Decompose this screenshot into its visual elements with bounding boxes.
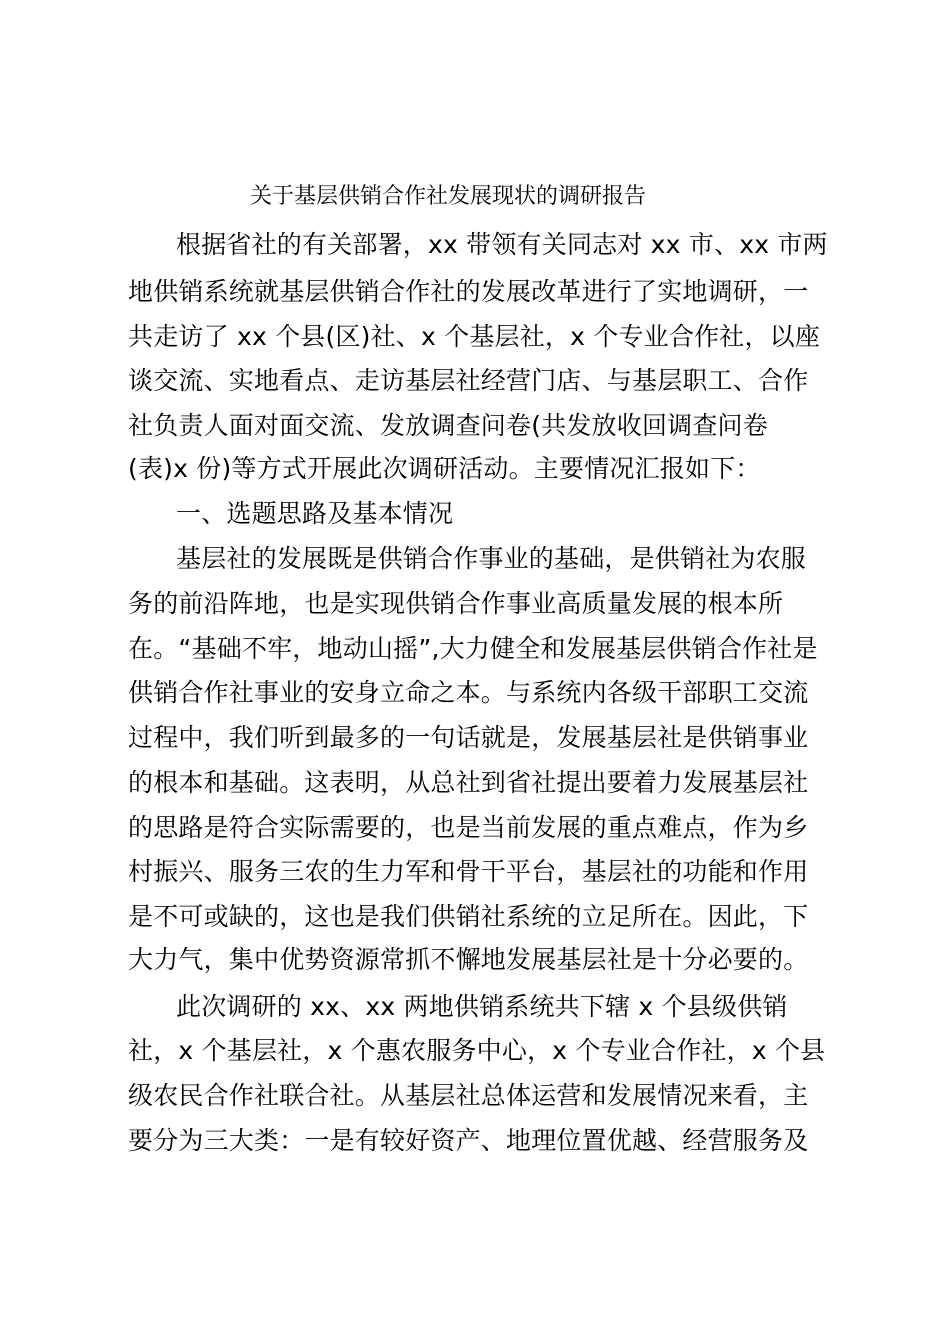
paragraph-line: 此次调研的 xx、xx 两地供销系统共下辖 x 个县级供销 (176, 992, 788, 1021)
paragraph-line: 的思路是符合实际需要的，也是当前发展的重点难点，作为乡 (128, 813, 809, 842)
paragraph-line: 过程中，我们听到最多的一句话就是，发展基层社是供销事业 (128, 723, 809, 752)
paragraph-line: 谈交流、实地看点、走访基层社经营门店、与基层职工、合作 (128, 366, 809, 395)
paragraph-line: 根据省社的有关部署，xx 带领有关同志对 xx 市、xx 市两 (176, 230, 828, 259)
document-title: 关于基层供销合作社发展现状的调研报告 (250, 184, 647, 209)
paragraph-line: 村振兴、服务三农的生力军和骨干平台，基层社的功能和作用 (128, 857, 809, 886)
section-heading: 一、选题思路及基本情况 (176, 499, 454, 528)
paragraph-line: 级农民合作社联合社。从基层社总体运营和发展情况来看，主 (128, 1081, 809, 1110)
paragraph-line: 供销合作社事业的安身立命之本。与系统内各级干部职工交流 (128, 678, 809, 707)
paragraph-line: 在。“基础不牢，地动山摇”,大力健全和发展基层供销合作社是 (128, 634, 818, 663)
paragraph-line: 务的前沿阵地，也是实现供销合作事业高质量发展的根本所 (128, 589, 784, 618)
paragraph-line: 地供销系统就基层供销合作社的发展改革进行了实地调研，一 (128, 277, 809, 306)
paragraph-line: 大力气，集中优势资源常抓不懈地发展基层社是十分必要的。 (128, 945, 809, 974)
paragraph-line: (表)x 份)等方式开展此次调研活动。主要情况汇报如下： (128, 454, 761, 483)
paragraph-line: 是不可或缺的，这也是我们供销社系统的立足所在。因此，下 (128, 902, 809, 931)
paragraph-line: 社负责人面对面交流、发放调查问卷(共发放收回调查问卷 (128, 411, 768, 440)
paragraph-line: 基层社的发展既是供销合作事业的基础，是供销社为农服 (176, 544, 807, 573)
paragraph-line: 社，x 个基层社，x 个惠农服务中心，x 个专业合作社，x 个县 (128, 1036, 826, 1065)
paragraph-line: 的根本和基础。这表明，从总社到省社提出要着力发展基层社 (128, 768, 809, 797)
paragraph-line: 要分为三大类：一是有较好资产、地理位置优越、经营服务及 (128, 1126, 809, 1155)
paragraph-line: 共走访了 xx 个县(区)社、x 个基层社，x 个专业合作社，以座 (128, 322, 821, 351)
